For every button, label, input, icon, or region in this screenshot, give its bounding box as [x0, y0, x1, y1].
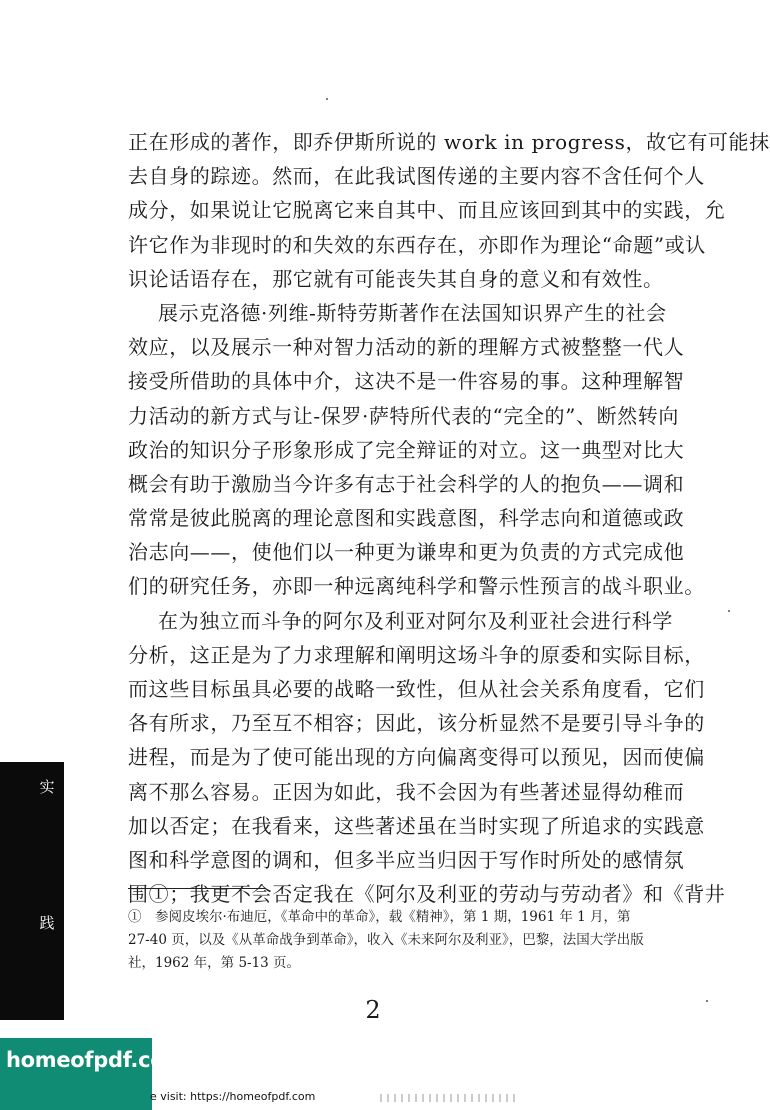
body-text	[128, 125, 770, 911]
text-line: 政治的知识分子形象形成了完全辩证的对立。这一典型对比大	[128, 437, 685, 462]
text-line: 常常是彼此脱离的理论意图和实践意图，科学志向和道德或政	[128, 506, 685, 531]
side-tab	[0, 762, 64, 1020]
paragraph	[128, 296, 705, 604]
footnote	[128, 906, 688, 975]
watermark-badge[interactable]	[0, 1038, 186, 1110]
text-line: 概会有助于激励当今许多有志于社会科学的人的抱负——调和	[128, 471, 685, 496]
text-line: 在为独立而斗争的阿尔及利亚对阿尔及利亚社会进行科学	[158, 608, 673, 633]
scan-speck	[728, 610, 730, 612]
paragraph	[128, 604, 726, 912]
footnote-line: 27-40 页，以及《从革命战争到革命》，收入《未来阿尔及利亚》，巴黎，法国大学出版	[128, 932, 644, 948]
text-line: 进程，而是为了使可能出现的方向偏离变得可以预见，因而使偏	[128, 745, 705, 770]
text-line: 许它作为非现时的和失效的东西存在，亦即作为理论“命题”或认	[128, 232, 706, 257]
text-line: 成分，如果说让它脱离它来自其中、而且应该回到其中的实践，允	[128, 198, 726, 223]
text-line: 治志向——，使他们以一种更为谦卑和更为负责的方式完成他	[128, 540, 685, 565]
watermark-visit-link[interactable]: e visit: https://homeofpdf.com	[150, 1090, 316, 1103]
footnote-line: 社，1962 年，第 5-13 页。	[128, 955, 301, 971]
text-line: 正在形成的著作，即乔伊斯所说的 work in progress，故它有可能抹	[128, 130, 770, 154]
text-line: 接受所借助的具体中介，这决不是一件容易的事。这种理解智	[128, 369, 685, 394]
scan-speck	[326, 98, 328, 100]
scan-speck	[706, 1000, 708, 1002]
scan-noise	[380, 1094, 520, 1102]
text-line: 离不那么容易。正因为如此，我不会因为有些著述显得幼稚而	[128, 779, 685, 804]
footnote-line: ① 参阅皮埃尔·布迪厄，《革命中的革命》，载《精神》，第 1 期，1961 年 1 月，第	[128, 909, 631, 925]
text-line: 分析，这正是为了力求理解和阐明这场斗争的原委和实际目标，	[128, 642, 705, 667]
footnote-divider	[128, 888, 265, 889]
text-line: 们的研究任务，亦即一种远离纯科学和警示性预言的战斗职业。	[128, 574, 705, 599]
text-line: 力活动的新方式与让-保罗·萨特所代表的“完全的”、断然转向	[128, 403, 679, 428]
text-line: 而这些目标虽具必要的战略一致性，但从社会关系角度看，它们	[128, 677, 705, 701]
paragraph	[128, 125, 770, 296]
watermark-site[interactable]: homeofpdf.com	[6, 1048, 186, 1072]
text-line: 展示克洛德·列维-斯特劳斯著作在法国知识界产生的社会	[158, 300, 667, 325]
text-line: 加以否定；在我看来，这些著述虽在当时实现了所追求的实践意	[128, 813, 705, 838]
text-line: 识论话语存在，那它就有可能丧失其自身的意义和有效性。	[128, 266, 664, 291]
text-line: 去自身的踪迹。然而，在此我试图传递的主要内容不含任何个人	[128, 164, 705, 189]
text-line: 围①；我更不会否定我在《阿尔及利亚的劳动与劳动者》和《背井	[128, 882, 726, 907]
text-line: 效应，以及展示一种对智力活动的新的理解方式被整整一代人	[128, 335, 685, 360]
text-line: 各有所求，乃至互不相容；因此，该分析显然不是要引导斗争的	[128, 711, 705, 736]
text-line: 图和科学意图的调和，但多半应当归因于写作时所处的感情氛	[128, 847, 685, 872]
page-number: 2	[365, 996, 381, 1024]
side-tab-char-2: 践	[39, 914, 55, 932]
side-tab-char-1: 实	[39, 778, 55, 796]
